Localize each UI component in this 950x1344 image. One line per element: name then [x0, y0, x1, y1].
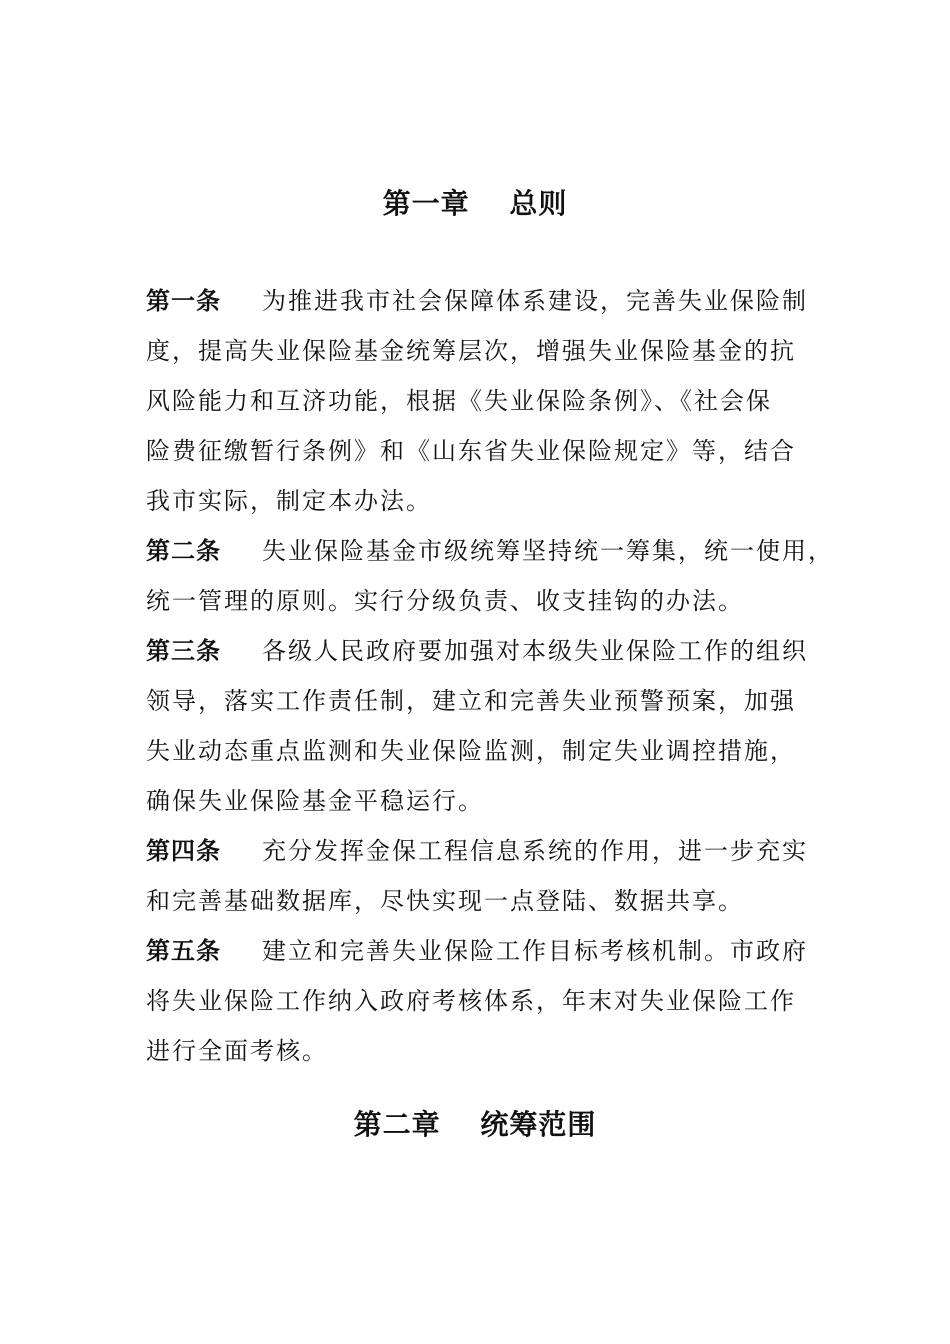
article-two [146, 526, 834, 626]
article-one-line-2: 度，提高失业保险基金统筹层次，增强失业保险基金的抗 [146, 337, 796, 365]
article-one-line-5: 我市实际，制定本办法。 [146, 487, 432, 515]
article-two-number: 第二条 [146, 536, 221, 565]
article-five-line-3: 进行全面考核。 [146, 1037, 328, 1065]
article-four-line-1 [146, 826, 822, 876]
article-four-number: 第四条 [146, 836, 221, 865]
article-three-number: 第三条 [146, 636, 221, 665]
article-five-text-1: 建立和完善失业保险工作目标考核机制。市政府 [262, 937, 808, 965]
article-two-text-1: 失业保险基金市级统筹坚持统一筹集，统一使用， [262, 537, 834, 565]
article-five-line-2: 将失业保险工作纳入政府考核体系，年末对失业保险工作 [146, 987, 796, 1015]
article-one-line-1 [146, 276, 822, 326]
article-one-text-1: 为推进我市社会保障体系建设，完善失业保险制 [262, 287, 808, 315]
article-five-line-1 [146, 926, 822, 976]
article-three-line-4: 确保失业保险基金平稳运行。 [146, 787, 484, 815]
article-five-number: 第五条 [146, 936, 221, 965]
article-four-line-2: 和完善基础数据库，尽快实现一点登陆、数据共享。 [146, 887, 744, 915]
article-two-line-1 [146, 526, 834, 576]
article-one-line-3: 风险能力和互济功能，根据《失业保险条例》、《社会保 [146, 387, 772, 415]
article-five [146, 926, 822, 1076]
chapter-two-title: 第二章 统筹范围 [353, 1108, 597, 1141]
chapter-one-title: 第一章 总则 [382, 187, 568, 220]
article-one-number: 第一条 [146, 286, 221, 315]
article-two-line-2: 统一管理的原则。实行分级负责、收支挂钩的办法。 [146, 587, 744, 615]
article-three [146, 626, 822, 826]
article-three-text-1: 各级人民政府要加强对本级失业保险工作的组织 [262, 637, 808, 665]
article-three-line-1 [146, 626, 822, 676]
article-four [146, 826, 822, 926]
article-one [146, 276, 822, 526]
article-three-line-2: 领导，落实工作责任制，建立和完善失业预警预案，加强 [146, 687, 796, 715]
article-three-line-3: 失业动态重点监测和失业保险监测，制定失业调控措施， [146, 737, 796, 765]
article-one-line-4: 险费征缴暂行条例》和《山东省失业保险规定》等，结合 [146, 437, 796, 465]
article-four-text-1: 充分发挥金保工程信息系统的作用，进一步充实 [262, 837, 808, 865]
